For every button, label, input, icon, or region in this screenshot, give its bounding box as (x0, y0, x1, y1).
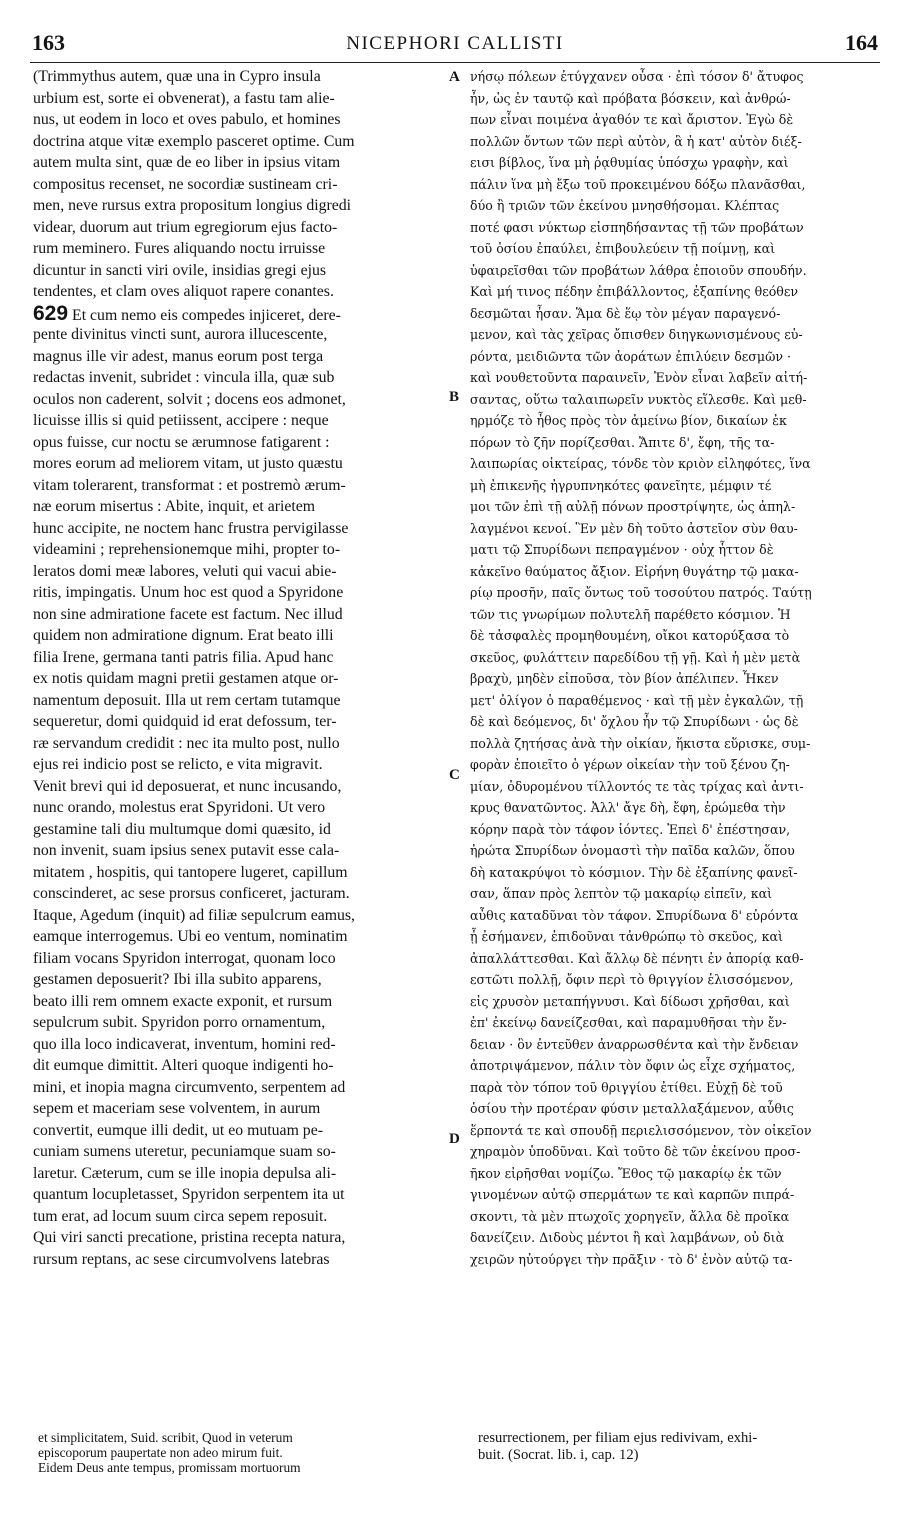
latin-footnote (38, 1430, 448, 1475)
latin-text-line: filia Irene, germana tanti patris filia. Apud hanc (33, 648, 334, 666)
greek-text-line: μετ' ὀλίγον ὁ παραθέμενος · καὶ τῇ μὲν ἐγκαλῶν, τῇ (470, 692, 804, 708)
latin-text-line: nunc orando, molestus erat Spyridoni. Ut vero (33, 799, 326, 816)
greek-text-line: δεσμῶται ἦσαν. Ἅμα δὲ ἕῳ τὸν μέγαν παραγενό- (470, 305, 781, 321)
latin-text-line: videar, duorum aut trium egregiorum ejus facto- (33, 218, 338, 236)
latin-text-line: filiam vocans Spyridon interrogat, quonam loco (33, 949, 336, 967)
latin-text-line: convertit, eumque illi dedit, ut eo mutuam pe- (33, 1121, 323, 1139)
latin-text-line: vitam tolerarent, transformat : et postremò ærum- (33, 476, 346, 494)
latin-text-line: (Trimmythus autem, quæ una in Cypro insula (33, 68, 321, 85)
latin-text-line: ritis, impingatis. Unum hoc est quod a Spyridone (33, 584, 344, 601)
latin-text-line: Qui viri sancti precatione, pristina recepta natura, (33, 1229, 346, 1246)
latin-text-line: non sine admiratione facete est factum. Nec illud (33, 605, 343, 623)
greek-text-line: δανείζειν. Διδοὺς μέντοι ἢ καὶ λαμβάνων, οὐ διὰ (470, 1230, 785, 1245)
latin-text-line: Itaque, Agedum (inquit) ad filiæ sepulcrum eamus, (33, 906, 356, 924)
latin-text-line: pente divinitus vincti sunt, aurora illucescente, (33, 326, 328, 343)
latin-text-line: tum erat, ad locum suum circa sepem reposuit. (33, 1207, 328, 1225)
greek-text-line: ηρμόζε τὸ ἦθος πρὸς τὸν ἀμείνω βίον, δικαίων ἐκ (470, 413, 787, 428)
latin-text-line: quantum locupletasset, Spyridon serpentem ita ut (33, 1186, 345, 1203)
greek-text-line: σκοντι, τὰ μὲν πτωχοῖς χορηγεῖν, ἄλλα δὲ προῖκα (470, 1208, 790, 1224)
latin-text-line: tendentes, et clam oves aliquot rapere conantes. (33, 283, 334, 300)
latin-text-line: mini, et inopia magna circumvento, serpentem ad (33, 1078, 346, 1096)
latin-text-line: videamini ; reprehensionemque mihi, propter to- (33, 541, 341, 558)
latin-text-line: leratos domi meæ labores, veluti qui vacui abie- (33, 562, 337, 580)
latin-text-line: mitatem , hospitis, qui tantopere lugeret, capillum (33, 863, 348, 881)
greek-text-line: τῶν τις γνωρίμων πολυτελῆ παρέθετο κόσμιον. Ἡ (470, 606, 791, 622)
greek-text-line: ῆκον εἰρῆσθαι νομίζω. Ἔθος τῷ μακαρίῳ ἐκ τῶν (470, 1165, 782, 1181)
greek-text-line: ὁσίου τὴν προτέραν φύσιν μεταλλαξάμενον, αὖθις (470, 1101, 794, 1116)
left-page-number: 163 (32, 30, 65, 55)
greek-text-line: βραχὺ, μηδὲν εἰποῦσα, τὸν βίον ἀπέλιπεν. Ἧκεν (470, 671, 779, 686)
greek-text-line: πων εἶναι ποιμένα ἀγαθόν τε καὶ ἄριστον. Ἐγὼ δὲ (470, 112, 794, 127)
latin-text-line: beato illi rem omnem exacte exponit, et rursum (33, 992, 333, 1010)
latin-text-line: licuisse illis si quid petiissent, accipere : neque (33, 412, 329, 429)
greek-text-line: ἦν, ὡς ἐν ταυτῷ καὶ πρόβατα βόσκειν, καὶ ἀνθρώ- (470, 90, 791, 106)
greek-text-line: καὶ νουθετοῦντα παραινεῖν, Ἐνὸν εἶναι λαβεῖν αἰτή- (470, 370, 808, 385)
page-header (30, 30, 880, 60)
greek-text-line: ἕρποντά τε καὶ σπουδῇ περιελισσόμενον, τὸν οἰκεῖον (470, 1122, 812, 1138)
greek-text-line: ἀπαλλάττεσθαι. Καὶ ἄλλῳ δὲ πένητι ἐν ἀπορίᾳ καθ- (470, 950, 804, 966)
latin-text-line: redactas invenit, subridet : vincula illa, quæ sub (33, 369, 335, 386)
latin-text-line: gestamine tali diu multumque domi quæsito, id (33, 820, 331, 838)
latin-text-line: namentum deposuit. Illa ut rem certam tutamque (33, 691, 341, 709)
greek-text-line: εισι βίβλος, ἵνα μὴ ῥᾳθυμίας ὑπόσχω γραφὴν, καὶ (470, 155, 789, 170)
greek-text-line: δειαν · ὃν ἐντεῦθεν ἀναρρωσθέντα καὶ τὴν ἔνδειαν (470, 1036, 799, 1052)
greek-text-line: δύο ἢ τριῶν τῶν ἐκείνου μνησθήσομαι. Κλέπτας (470, 198, 780, 213)
margin-mark-c: C (449, 767, 460, 783)
greek-text-line: ρίῳ προσῆν, παῖς ὄντως τοῦ τοσούτου πατρός. Ταύτῃ (470, 585, 812, 600)
greek-text-line: τοῦ ὁσίου ἐπαύλει, ἐπιβουλεύειν τῇ ποίμνῃ, καὶ (470, 241, 776, 256)
latin-text-line: rursum reptans, ac sese circumvolvens latebras (33, 1250, 330, 1268)
greek-text-line: φορὰν ἐποιεῖτο ὁ γέρων οἰκείαν τὴν τοῦ ξένου ζη- (470, 757, 790, 772)
latin-text-line: oculos non caderent, solvit ; docens eos admonet, (33, 390, 346, 408)
greek-column (470, 66, 882, 1270)
latin-text-line (33, 303, 443, 325)
latin-text-line: ex notis quidam magni pretii gestamen atque or- (33, 670, 339, 687)
latin-text-line: magnus ille vir adest, manus eorum post terga (33, 347, 324, 365)
greek-text-line: μὴ ἐπικενῆς ἠγρυπνηκότες φανεῖητε, μέμφιν τέ (470, 477, 772, 493)
latin-text-line: laretur. Cæterum, cum se ille inopia depulsa ali- (33, 1164, 337, 1182)
latin-text-line: non invenit, suam ipsius senex putavit esse cala- (33, 842, 340, 859)
greek-text-line: ποτέ φασι νύκτωρ εἰσπηδήσαντας τῇ τῶν προβάτων (470, 219, 804, 235)
latin-text-line: urbium est, sorte ei obvenerat), a fastu tam alie- (33, 89, 335, 107)
greek-text-line: λαιπωρίας οἰκτείρας, τόνδε τὸν κριὸν εἰληφότες, ἵνα (470, 456, 811, 471)
latin-text-line: doctrina atque vitæ exemplo pasceret optime. Cum (33, 132, 355, 150)
greek-text-line: μίαν, ὀδυρομένου τίλλοντός τε τὰς τρίχας καὶ ἀντι- (470, 778, 804, 794)
greek-text-line: χηραμὸν ὑποδῦναι. Καὶ τοῦτο δὲ τῶν ἐκείνου προσ- (470, 1144, 801, 1159)
greek-text-line: σκεῦος, φυλάττειν παρεδίδου τῇ γῇ. Καὶ ἡ μὲν μετὰ (470, 649, 801, 665)
latin-text-line: opus fuisse, cur noctu se ærumnose fatigarent : (33, 433, 330, 451)
greek-text-line: πόρων τὸ ζῆν πορίζεσθαι. Ἄπιτε δ', ἔφη, τῆς τα- (470, 434, 775, 450)
greek-text-line: ἠρώτα Σπυρίδων ὀνομαστὶ τὴν παῖδα καλῶν, ὅπου (470, 843, 795, 858)
latin-footnote-line: et simplicitatem, Suid. scribit, Quod in veterum (38, 1430, 293, 1445)
latin-text-line: Venit brevi qui id deposuerat, et nunc incusando, (33, 777, 342, 795)
line-text: Et cum nemo eis compedes injiceret, dere- (72, 306, 341, 324)
latin-text-line: sepulcrum subit. Spyridon porro ornamentum, (33, 1014, 326, 1031)
greek-text-line: ἀποτριψάμενον, πάλιν τὸν ὄφιν ὡς εἶχε σχήματος, (470, 1058, 796, 1073)
latin-text-line: sepem et maceriam sese volventem, in aurum (33, 1100, 321, 1117)
latin-text-line: dicuntur in sancti viri ovile, insidias gregi ejus (33, 261, 327, 279)
running-title: NICEPHORI CALLISTI (346, 33, 564, 54)
latin-text-line: dit eumque dimittit. Alteri quoque indigenti ho- (33, 1057, 334, 1074)
greek-text-line: σαν, ἅπαν πρὸς λεπτὸν τῷ μακαρίῳ εἰπεῖν, καὶ (470, 886, 773, 901)
greek-text-line: πολλὰ ζητήσας ἀνὰ τὴν οἰκίαν, ἥκιστα εὕρισκε, συμ- (470, 735, 811, 751)
greek-text-line: κἀκεῖνο θαύματος ἄξιον. Εἰρήνη θυγάτηρ τῷ μακα- (470, 563, 799, 579)
greek-footnote (478, 1430, 888, 1464)
greek-text-line: σαντας, οὕτω ταλαιπωρεῖν νυκτὸς εἵλεσθε. Καὶ μεθ- (470, 391, 807, 407)
latin-text-line: ejus rei indicio post se relicto, e vita migravit. (33, 756, 323, 773)
greek-text-line: μενον, καὶ τὰς χεῖρας ὄπισθεν διηγκωνισμένους εὑ- (470, 327, 803, 342)
latin-text-line: rum meminero. Fures aliquando noctu irruisse (33, 240, 326, 257)
latin-column (33, 66, 443, 1270)
greek-text-line: ρόντα, μειδιῶντα τῶν ἀοράτων ἐπιλύειν δεσμῶν · (470, 348, 792, 364)
greek-footnote-line: buit. (Socrat. lib. i, cap. 12) (478, 1447, 639, 1463)
greek-text-line: μοι τῶν ἐπὶ τῇ αὐλῇ πόνων προστρίψητε, ὡς ἀπηλ- (470, 499, 796, 514)
greek-text-line: λαγμένοι κενοί. Ἓν μὲν δὴ τοῦτο ἀστεῖον σὺν θαυ- (470, 520, 798, 536)
latin-text-line: mores eorum ad meliorem vitam, ut justo quæstu (33, 455, 343, 472)
latin-footnote-line: Eidem Deus ante tempus, promissam mortuorum (38, 1460, 301, 1475)
greek-text-line: εἰς χρυσὸν μεταπήγνυσι. Καὶ δίδωσι χρῆσθαι, καὶ (470, 993, 790, 1009)
latin-text-line: nus, ut eodem in loco et oves pabulo, et homines (33, 111, 341, 128)
greek-text-line: δὲ καὶ δεόμενος, δι' ὄχλου ἦν τῷ Σπυρίδωνι · ὡς δὲ (470, 714, 799, 729)
margin-mark-a: A (449, 69, 460, 85)
greek-text-line: πάλιν ἵνα μὴ ἔξω τοῦ προκειμένου δόξω πλανᾶσθαι, (470, 176, 806, 192)
greek-text-line: δὴ κατακρύψοι τὸ κόσμιον. Τὴν δὲ ἐξαπίνης φανεῖ- (470, 864, 798, 880)
greek-text-line: εστῶτι πολλῇ, ὄφιν περὶ τὸ θριγγίον ἑλισσόμενον, (470, 972, 794, 987)
latin-text-line: sequeretur, domi quidquid id erat defossum, ter- (33, 713, 337, 730)
greek-text-line: δὲ τἀσφαλὲς προμηθουμένη, οἴκοι κατορύξασα τὸ (470, 628, 790, 643)
greek-text-line: χειρῶν ηὐτούργει τὴν πρᾶξιν · τὸ δ' ἐνὸν αὐτῷ τα- (470, 1251, 793, 1267)
latin-text-line: autem multa sint, quæ de eo liber in ipsius vitam (33, 154, 341, 171)
latin-text-line: cuniam sumens uteretur, pecuniamque suam so- (33, 1143, 336, 1160)
greek-text-line: πολλῶν ὄντων τῶν περὶ αὐτὸν, ἃ ἡ κατ' αὐτὸν διέξ- (470, 133, 802, 149)
greek-text-line: γινομένων αὐτῷ σπερμάτων τε καὶ καρπῶν πιπρά- (470, 1187, 795, 1202)
greek-text-line: αὖθις καταδῦναι τὸν τάφον. Σπυρίδωνα δ' εὑρόντα (470, 907, 799, 923)
greek-text-line: ᾗ ἐσήμανεν, ἐπιδοῦναι τἀνθρώπῳ τὸ σκεῦος, καὶ (470, 929, 783, 944)
latin-text-line: conscinderet, ac sese prorsus conficeret, jacturam. (33, 885, 350, 902)
margin-mark-d: D (449, 1131, 460, 1147)
margin-mark-b: B (449, 389, 460, 405)
greek-footnote-line: resurrectionem, per filiam ejus redivivam, exhi- (478, 1430, 758, 1446)
greek-text-line: κρυς θανατῶντος. Ἀλλ' ἄγε δὴ, ἔφη, ἐρώμεθα τὴν (470, 800, 786, 815)
latin-text-line: eamque interrogemus. Ubi eo ventum, nominatim (33, 928, 348, 945)
greek-text-line: Καὶ μή τινος πέδην ἐπιβάλλοντος, ἐξαπίνης θεόθεν (470, 284, 799, 299)
greek-text-line: παρὰ τὸν τόπον τοῦ θριγγίου ἐτίθει. Εὐχῇ δὲ τοῦ (470, 1079, 783, 1095)
latin-text-line: quidem non admiratione dignum. Erat beato illi (33, 627, 334, 644)
greek-text-line: κόρην παρὰ τὸν τάφον ἰόντες. Ἐπεὶ δ' ἐπέστησαν, (470, 821, 791, 837)
header-rule (30, 62, 880, 63)
right-page-number: 164 (845, 30, 878, 55)
latin-text-line: ræ servandum credidit : nec ita multo post, nullo (33, 734, 340, 752)
latin-text-line: men, neve rursus extra propositum longius digredi (33, 197, 352, 214)
latin-text-line: compositus recenset, ne socordiæ sustineam cri- (33, 175, 338, 193)
latin-text-line: næ eorum misertus : Abite, inquit, et arietem (33, 498, 316, 515)
latin-footnote-line: episcoporum paupertate non adeo mirum fuit. (38, 1445, 283, 1460)
section-number: 629 (33, 302, 69, 324)
latin-text-line: hunc accipite, ne noctem hanc frustra pervigilasse (33, 519, 349, 537)
latin-text-line: gestamen deposuerit? Ibi illa subito apparens, (33, 971, 322, 988)
latin-text-line: quo illa loco indicaverat, inventum, homini red- (33, 1035, 336, 1053)
greek-text-line: ματι τῷ Σπυρίδωνι πεπραγμένον · οὐχ ἧττον δὲ (470, 542, 774, 557)
greek-text-line: ὑφαιρεῖσθαι τῶν προβάτων λάθρα ἐποιοῦν σπουδήν. (470, 262, 807, 278)
greek-text-line: ἐπ' ἐκείνῳ δανείζεσθαι, καὶ παραμυθῆσαι τὴν ἔν- (470, 1015, 787, 1030)
margin-gutter (447, 66, 465, 1366)
greek-text-line: νήσῳ πόλεων ἐτύγχανεν οὖσα · ἐπὶ τόσον δ' ἄτυφος (470, 69, 804, 84)
